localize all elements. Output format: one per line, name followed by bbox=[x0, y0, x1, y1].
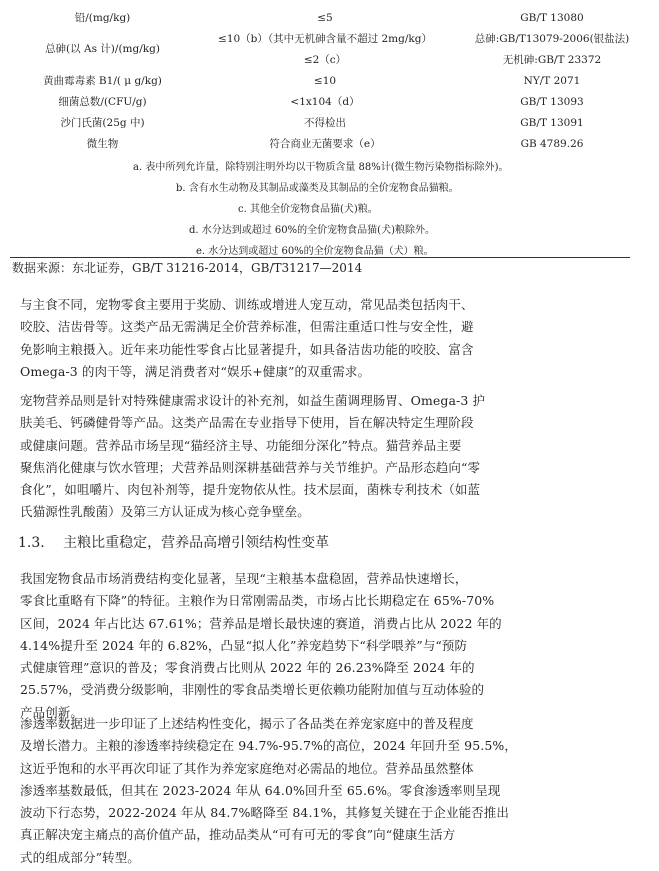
table-row bbox=[0, 92, 659, 113]
paragraph-snacks bbox=[20, 294, 632, 383]
table-cell-limit: ≤10 bbox=[313, 75, 337, 87]
paragraph-line: 肤美毛、钙磷健骨等产品。这类产品需在专业指导下使用，旨在解决特定生理阶段 bbox=[20, 415, 474, 431]
table-note-text: d. 水分达到或超过 60%的全价宠物食品猫(犬)粮除外。 bbox=[189, 225, 435, 236]
table-cell-limit: <1x104（d） bbox=[290, 96, 360, 108]
table-row bbox=[0, 71, 659, 92]
paragraph-line: 区间，2024 年占比达 67.61%；营养品是增长最快速的赛道，消费占比从 2022 年的 bbox=[20, 615, 502, 631]
section-heading bbox=[18, 532, 329, 552]
paragraph-line: 这近乎饱和的水平再次印证了其作为养宠家庭绝对必需品的地位。营养品虽然整体 bbox=[20, 760, 474, 776]
table-cell-item: 铅/(mg/kg) bbox=[74, 12, 131, 24]
table-cell-item: 黄曲霉毒素 B1/( μ g/kg) bbox=[43, 75, 162, 87]
data-source: 数据来源：东北证券，GB/T 31216-2014，GB/T31217—2014 bbox=[12, 261, 363, 275]
table-cell-item: 沙门氏菌(25g 中) bbox=[60, 117, 145, 129]
paragraph-consumption-structure bbox=[20, 568, 632, 724]
paragraph-line: 渗透率数据进一步印证了上述结构性变化，揭示了各品类在养宠家庭中的普及程度 bbox=[20, 716, 474, 731]
table-cell-limit: 符合商业无菌要求（e） bbox=[269, 138, 381, 150]
paragraph-line: 聚焦消化健康与饮水管理；犬营养品则深耕基础营养与关节维护。产品形态趋向“零 bbox=[20, 459, 481, 475]
table-cell-method: 总砷:GB/T13079-2006(银盐法) bbox=[474, 33, 630, 45]
table-row bbox=[0, 29, 659, 71]
paragraph-line: 咬胶、洁齿骨等。这类产品无需满足全价营养标准，但需注重适口性与安全性，避 bbox=[20, 319, 474, 335]
paragraph-line: 宠物营养品则是针对特殊健康需求设计的补充剂，如益生菌调理肠胃、Omega-3 护 bbox=[20, 393, 486, 408]
paragraph-line: Omega-3 的肉干等，满足消费者对“娱乐+健康”的双重需求。 bbox=[20, 363, 371, 379]
table-note bbox=[0, 220, 659, 241]
table-cell-limit: ≤10（b）（其中无机砷含量不超过 2mg/kg） bbox=[218, 33, 432, 45]
section-title: 主粮比重稳定，营养品高增引领结构性变革 bbox=[63, 535, 330, 551]
table-cell-item: 微生物 bbox=[86, 138, 119, 150]
table-cell-method: GB 4789.26 bbox=[520, 138, 584, 150]
paragraph-supplements bbox=[20, 390, 632, 524]
paragraph-line: 波动下行态势，2022-2024 年从 84.7%略降至 84.1%，其修复关键在于企业能否推出 bbox=[20, 805, 509, 821]
table-note-text: e. 水分达到或超过 60%的全价宠物食品猫（犬）粮。 bbox=[196, 246, 434, 257]
standards-table bbox=[0, 8, 659, 155]
table-row bbox=[0, 8, 659, 29]
table-note bbox=[0, 178, 659, 199]
table-cell-limit: ≤5 bbox=[317, 12, 333, 24]
table-row bbox=[0, 134, 659, 155]
table-row bbox=[0, 113, 659, 134]
table-notes bbox=[0, 157, 659, 262]
table-cell-method: GB/T 13093 bbox=[520, 96, 584, 108]
paragraph-line: 真正解决宠主痛点的高价值产品，推动品类从“可有可无的零食”向“健康生活方 bbox=[20, 827, 456, 843]
paragraph-penetration bbox=[20, 713, 632, 869]
paragraph-line: 食化”，如咀嚼片、肉包补剂等，提升宠物依从性。技术层面，菌株专利技术（如蓝 bbox=[20, 482, 481, 498]
table-note-text: c. 其他全价宠物食品猫(犬)粮。 bbox=[238, 204, 378, 215]
table-note bbox=[0, 157, 659, 178]
paragraph-line: 25.57%，受消费分级影响，非刚性的零食品类增长更依赖功能附加值与互动体验的 bbox=[20, 682, 485, 698]
table-cell-item: 总砷(以 As 计)/(mg/kg) bbox=[45, 43, 160, 55]
paragraph-line: 渗透率基数最低，但其在 2023-2024 年从 64.0%回升至 65.6%。零食渗透率则呈现 bbox=[20, 782, 501, 798]
table-note bbox=[0, 199, 659, 220]
paragraph-line: 4.14%提升至 2024 年的 6.82%，凸显“拟人化”养宠趋势下“科学喂养”与“预防 bbox=[20, 637, 468, 653]
table-cell-limit: 不得检出 bbox=[304, 117, 346, 129]
paragraph-line: 或健康问题。营养品市场呈现“猫经济主导、功能细分深化”特点。猫营养品主要 bbox=[20, 437, 462, 453]
table-note-text: a. 表中所列允许量，除特别注明外均以干物质含量 88%计(微生物污染物指标除外)。 bbox=[133, 162, 509, 173]
paragraph-line: 零食比重略有下降”的特征。主粮作为日常刚需品类，市场占比长期稳定在 65%-70% bbox=[20, 593, 495, 609]
paragraph-line: 及增长潜力。主粮的渗透率持续稳定在 94.7%-95.7%的高位，2024 年回升至 95.5%， bbox=[20, 738, 517, 754]
paragraph-line: 免影响主粮摄入。近年来功能性零食占比显著提升，如具备洁齿功能的咬胶、富含 bbox=[20, 341, 474, 357]
paragraph-line: 式的组成部分”转型。 bbox=[20, 849, 140, 865]
section-number: 1.3. bbox=[18, 535, 45, 551]
table-cell-item: 细菌总数/(CFU/g) bbox=[58, 96, 147, 108]
paragraph-line: 产品创新。 bbox=[20, 704, 84, 720]
table-note-text: b. 含有水生动物及其制品或藻类及其制品的全价宠物食品猫粮。 bbox=[176, 183, 459, 194]
paragraph-line: 我国宠物食品市场消费结构变化显著，呈现“主粮基本盘稳固，营养品快速增长， bbox=[20, 571, 468, 586]
table-cell-limit: ≤2（c） bbox=[303, 54, 347, 66]
paragraph-line: 与主食不同，宠物零食主要用于奖励、训练或增进人宠互动，常见品类包括肉干、 bbox=[20, 297, 474, 312]
table-cell-method: NY/T 2071 bbox=[523, 75, 581, 87]
paragraph-line: 式健康管理”意识的普及；零食消费占比则从 2022 年的 26.23%降至 2024 年的 bbox=[20, 660, 475, 676]
table-cell-method: GB/T 13091 bbox=[520, 117, 584, 129]
table-cell-method: GB/T 13080 bbox=[520, 12, 584, 24]
divider bbox=[10, 257, 630, 258]
paragraph-line: 氏猫源性乳酸菌）及第三方认证成为核心竞争壁垒。 bbox=[20, 504, 310, 520]
table-cell-method: 无机砷:GB/T 23372 bbox=[502, 54, 602, 66]
